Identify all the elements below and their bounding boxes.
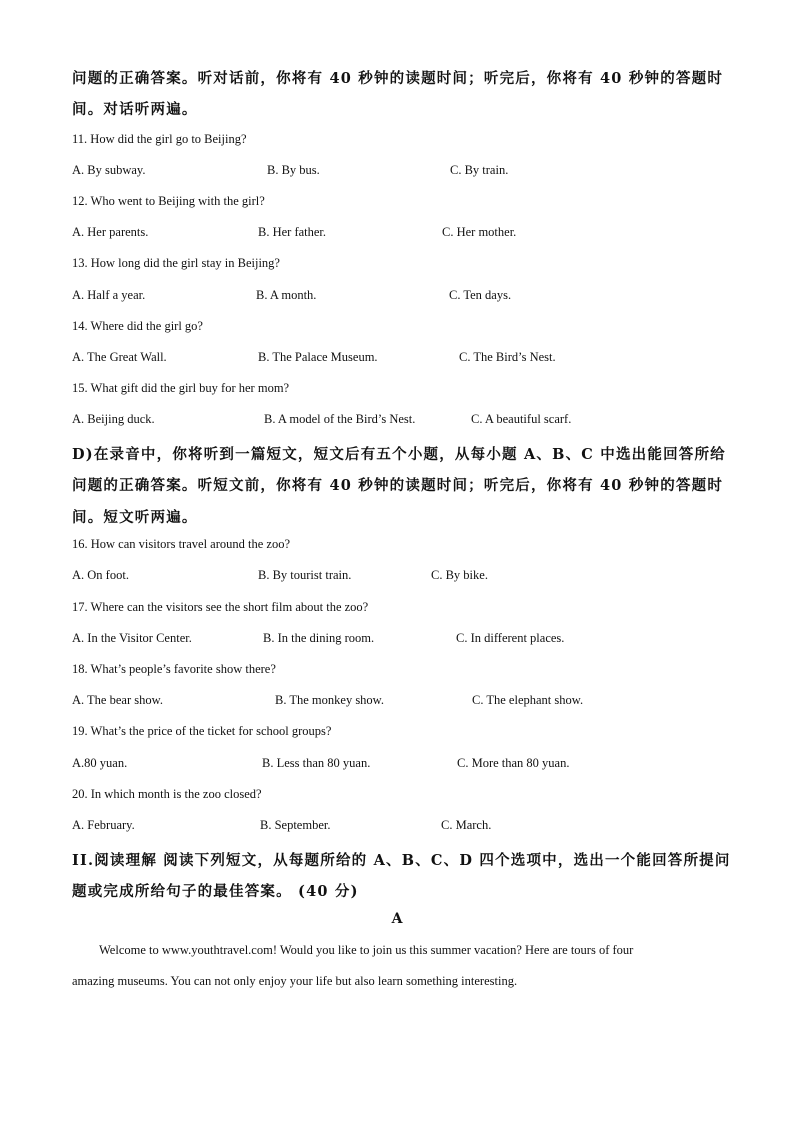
q15-option-c: C. A beautiful scarf. — [471, 412, 572, 426]
section-d-line3: 间。短文听两遍。 — [72, 509, 198, 526]
q12-option-c: C. Her mother. — [442, 225, 517, 239]
q19-option-c: C. More than 80 yuan. — [457, 756, 570, 770]
q19-option-b: B. Less than 80 yuan. — [262, 756, 371, 770]
question-15: 15. What gift did the girl buy for her mom? — [72, 381, 290, 395]
q11-option-a: A. By subway. — [72, 163, 146, 177]
section-d-line2: 问题的正确答案。听短文前，你将有 40 秒钟的读题时间；听完后，你将有 40 秒钟的答题时 — [72, 477, 724, 494]
q14-option-c: C. The Bird’s Nest. — [459, 350, 556, 364]
q18-option-b: B. The monkey show. — [275, 693, 385, 707]
question-19: 19. What’s the price of the ticket for school groups? — [72, 724, 332, 738]
section-ii-line2: 题或完成所给句子的最佳答案。 (40 分) — [72, 883, 359, 900]
passage-label: A — [391, 911, 403, 927]
q14-option-b: B. The Palace Museum. — [258, 350, 378, 364]
q17-option-a: A. In the Visitor Center. — [72, 631, 192, 645]
q20-option-a: A. February. — [72, 818, 135, 832]
question-11: 11. How did the girl go to Beijing? — [72, 132, 247, 146]
passage-para-line1: Welcome to www.youthtravel.com! Would you like to join us this summer vacation? Here are tours of four — [99, 943, 634, 957]
q15-option-b: B. A model of the Bird’s Nest. — [264, 412, 416, 426]
q16-option-c: C. By bike. — [431, 568, 488, 582]
question-16: 16. How can visitors travel around the zoo? — [72, 537, 290, 551]
question-20: 20. In which month is the zoo closed? — [72, 787, 262, 801]
q13-option-a: A. Half a year. — [72, 288, 146, 302]
q11-option-c: C. By train. — [450, 163, 509, 177]
q15-option-a: A. Beijing duck. — [72, 412, 155, 426]
question-18: 18. What’s people’s favorite show there? — [72, 662, 276, 676]
q17-option-b: B. In the dining room. — [263, 631, 375, 645]
section-ii-line1: II.阅读理解 阅读下列短文，从每题所给的 A、B、C、D 四个选项中，选出一个能回答所提问 — [72, 852, 731, 869]
question-13: 13. How long did the girl stay in Beijing? — [72, 256, 280, 270]
q13-option-b: B. A month. — [256, 288, 317, 302]
q16-option-b: B. By tourist train. — [258, 568, 352, 582]
q18-option-a: A. The bear show. — [72, 693, 163, 707]
section-d-line1: D)在录音中，你将听到一篇短文，短文后有五个小题，从每小题 A、B、C 中选出能回答所给 — [72, 446, 726, 463]
q20-option-c: C. March. — [441, 818, 492, 832]
passage-para-line2: amazing museums. You can not only enjoy your life but also learn something interesting. — [72, 974, 518, 988]
q12-option-a: A. Her parents. — [72, 225, 149, 239]
section-c-intro-line2: 间。对话听两遍。 — [72, 101, 198, 118]
question-17: 17. Where can the visitors see the short film about the zoo? — [72, 600, 369, 614]
q18-option-c: C. The elephant show. — [472, 693, 584, 707]
q19-option-a: A.80 yuan. — [72, 756, 128, 770]
question-12: 12. Who went to Beijing with the girl? — [72, 194, 265, 208]
q16-option-a: A. On foot. — [72, 568, 129, 582]
q20-option-b: B. September. — [260, 818, 331, 832]
section-c-intro-line1: 问题的正确答案。听对话前，你将有 40 秒钟的读题时间；听完后，你将有 40 秒钟的答题时 — [72, 70, 724, 87]
question-14: 14. Where did the girl go? — [72, 319, 203, 333]
q17-option-c: C. In different places. — [456, 631, 565, 645]
q11-option-b: B. By bus. — [267, 163, 320, 177]
q12-option-b: B. Her father. — [258, 225, 327, 239]
q13-option-c: C. Ten days. — [449, 288, 512, 302]
q14-option-a: A. The Great Wall. — [72, 350, 167, 364]
